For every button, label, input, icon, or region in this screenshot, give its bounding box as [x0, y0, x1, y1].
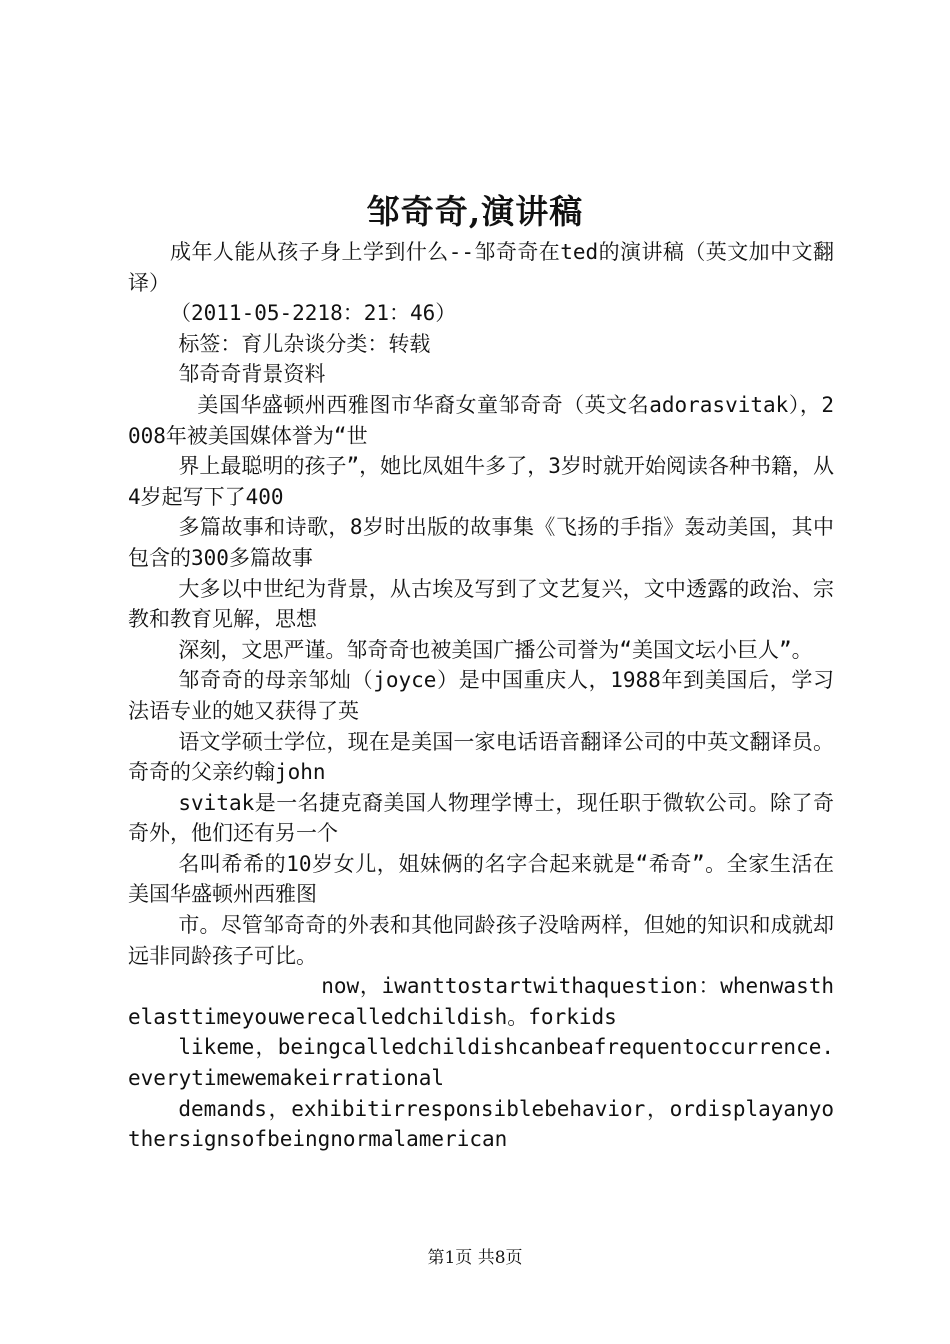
paragraph-body: 名叫希希的10岁女儿，姐妹俩的名字合起来就是“希奇”。全家生活在美国华盛顿州西雅图	[128, 851, 834, 907]
paragraph-body: svitak是一名捷克裔美国人物理学博士，现任职于微软公司。除了奇奇外，他们还有另一个	[128, 790, 834, 846]
paragraph-body: 多篇故事和诗歌，8岁时出版的故事集《飞扬的手指》轰动美国，其中包含的300多篇故事	[128, 515, 834, 570]
paragraph-body: 深刻，文思严谨。邹奇奇也被美国广播公司誉为“美国文坛小巨人”。	[178, 637, 813, 662]
document-title: 邹奇奇,演讲稿	[366, 192, 584, 231]
paragraph-english: likeme，beingcalledchildishcanbeafrequentoccurrence.everytimewemakeirrational	[128, 1035, 834, 1091]
paragraph-body: 美国华盛顿州西雅图市华裔女童邹奇奇（英文名adorasvitak），2008年被美国媒体誉为“世	[128, 392, 834, 448]
paragraph-body: 大多以中世纪为背景，从古埃及写到了文艺复兴，文中透露的政治、宗教和教育见解，思想	[128, 576, 834, 632]
document-body	[128, 237, 834, 1155]
paragraph-body: 界上最聪明的孩子”，她比凤姐牛多了，3岁时就开始阅读各种书籍，从4岁起写下了400	[128, 454, 834, 509]
paragraph-body: 邹奇奇的母亲邹灿（joyce）是中国重庆人，1988年到美国后，学习法语专业的她又获得了英	[128, 668, 834, 723]
paragraph-english: now，iwanttostartwithaquestion：whenwasthelasttimeyouwerecalledchildish。forkids	[128, 974, 834, 1029]
page-footer: 第1页 共8页	[427, 1248, 523, 1268]
paragraph-date: （2011-05-2218：21：46）	[170, 301, 457, 326]
paragraph-heading-background: 邹奇奇背景资料	[178, 362, 326, 387]
paragraph-english: demands，exhibitirresponsiblebehavior，ordisplayanyothersignsofbeingnormalamerican	[128, 1096, 834, 1152]
paragraph-body: 市。尽管邹奇奇的外表和其他同龄孩子没啥两样，但她的知识和成就却远非同龄孩子可比。	[128, 913, 834, 968]
paragraph-intro: 成年人能从孩子身上学到什么--邹奇奇在ted的演讲稿（英文加中文翻译）	[128, 240, 834, 295]
paragraph-tags: 标签：育儿杂谈分类：转载	[178, 331, 431, 356]
paragraph-body: 语文学硕士学位，现在是美国一家电话语音翻译公司的中英文翻译员。奇奇的父亲约翰john	[128, 729, 834, 785]
